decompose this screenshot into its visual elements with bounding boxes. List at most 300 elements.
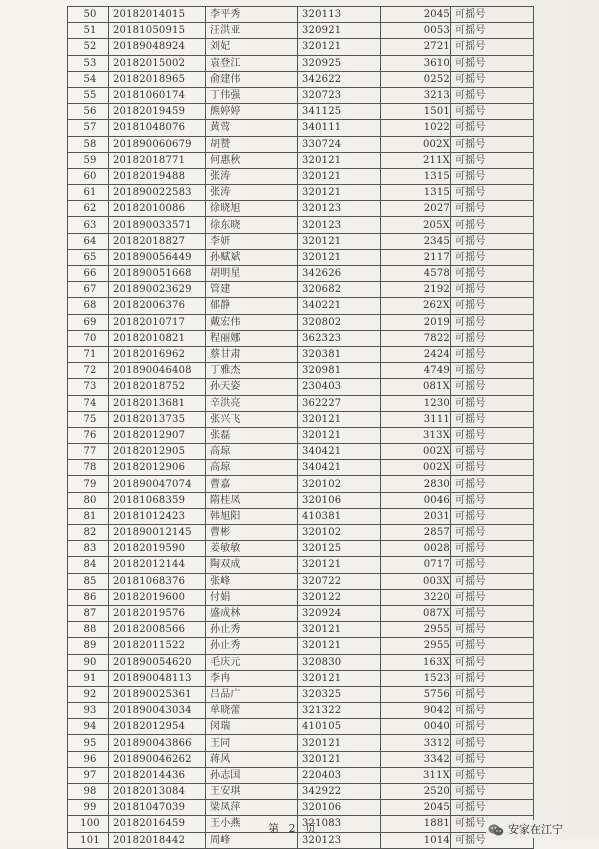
- status-cell: 可摇号: [451, 557, 534, 573]
- table-row: [68, 168, 534, 184]
- id-card-suffix: 2520: [381, 784, 451, 800]
- row-number: 63: [68, 217, 109, 233]
- applicant-name: 胡明星: [206, 266, 298, 282]
- status-cell: 可摇号: [451, 686, 534, 702]
- id-card-suffix: 1881: [381, 816, 451, 832]
- id-card-suffix: 313X: [381, 427, 451, 443]
- row-number: 53: [68, 55, 109, 71]
- row-number: 90: [68, 654, 109, 670]
- id-card-prefix: 342622: [298, 71, 381, 87]
- table-row: [68, 605, 534, 621]
- table-row: [68, 427, 534, 443]
- id-card-prefix: 340111: [298, 120, 381, 136]
- id-card-suffix: 4749: [381, 363, 451, 379]
- status-cell: 可摇号: [451, 266, 534, 282]
- status-cell: 可摇号: [451, 104, 534, 120]
- table-row: [68, 120, 534, 136]
- id-card-prefix: 320121: [298, 411, 381, 427]
- id-card-prefix: 341125: [298, 104, 381, 120]
- table-row: [68, 104, 534, 120]
- row-number: 92: [68, 686, 109, 702]
- applicant-name: 张涛: [206, 168, 298, 184]
- id-card-prefix: 320802: [298, 314, 381, 330]
- status-cell: 可摇号: [451, 654, 534, 670]
- application-number: 201890060679: [109, 136, 206, 152]
- row-number: 79: [68, 476, 109, 492]
- row-number: 81: [68, 508, 109, 524]
- applicant-name: 黄莺: [206, 120, 298, 136]
- applicant-name: 汪洪亚: [206, 23, 298, 39]
- table-row: [68, 800, 534, 816]
- table-row: [68, 266, 534, 282]
- applicant-name: 曹彬: [206, 525, 298, 541]
- application-number: 20182006376: [109, 298, 206, 314]
- applicant-name: 周峰: [206, 832, 298, 848]
- status-cell: 可摇号: [451, 427, 534, 443]
- id-card-prefix: 320924: [298, 605, 381, 621]
- table-row: [68, 379, 534, 395]
- id-card-prefix: 330724: [298, 136, 381, 152]
- row-number: 83: [68, 541, 109, 557]
- row-number: 68: [68, 298, 109, 314]
- id-card-prefix: 320121: [298, 427, 381, 443]
- id-card-prefix: 320106: [298, 800, 381, 816]
- applicant-name: 辛洪亮: [206, 395, 298, 411]
- id-card-suffix: 2721: [381, 39, 451, 55]
- application-number: 201890054620: [109, 654, 206, 670]
- row-number: 67: [68, 282, 109, 298]
- id-card-prefix: 220403: [298, 767, 381, 783]
- row-number: 75: [68, 411, 109, 427]
- id-card-prefix: 320121: [298, 670, 381, 686]
- application-number: 20182019459: [109, 104, 206, 120]
- table-row: [68, 152, 534, 168]
- id-card-prefix: 362323: [298, 330, 381, 346]
- row-number: 93: [68, 703, 109, 719]
- id-card-suffix: 2955: [381, 638, 451, 654]
- id-card-prefix: 342626: [298, 266, 381, 282]
- row-number: 98: [68, 784, 109, 800]
- applicant-name: 毛庆元: [206, 654, 298, 670]
- table-row: [68, 541, 534, 557]
- id-card-prefix: 320925: [298, 55, 381, 71]
- table-row: [68, 71, 534, 87]
- application-number: 20182019488: [109, 168, 206, 184]
- row-number: 72: [68, 363, 109, 379]
- id-card-prefix: 340421: [298, 444, 381, 460]
- status-cell: 可摇号: [451, 7, 534, 23]
- id-card-suffix: 1022: [381, 120, 451, 136]
- id-card-prefix: 320123: [298, 201, 381, 217]
- status-cell: 可摇号: [451, 492, 534, 508]
- table-row: [68, 39, 534, 55]
- table-row: [68, 735, 534, 751]
- application-number: 20181012423: [109, 508, 206, 524]
- application-number: 20181050915: [109, 23, 206, 39]
- id-card-suffix: 1501: [381, 104, 451, 120]
- applicant-name: 隋桂凤: [206, 492, 298, 508]
- table-row: [68, 55, 534, 71]
- id-card-prefix: 320121: [298, 557, 381, 573]
- id-card-prefix: 320723: [298, 87, 381, 103]
- id-card-suffix: 205X: [381, 217, 451, 233]
- status-cell: 可摇号: [451, 201, 534, 217]
- row-number: 52: [68, 39, 109, 55]
- lottery-eligibility-table: [67, 6, 534, 849]
- status-cell: 可摇号: [451, 719, 534, 735]
- applicant-name: 张磊: [206, 427, 298, 443]
- row-number: 50: [68, 7, 109, 23]
- application-number: 20182012954: [109, 719, 206, 735]
- application-number: 20182018965: [109, 71, 206, 87]
- table-row: [68, 476, 534, 492]
- row-number: 73: [68, 379, 109, 395]
- id-card-suffix: 2192: [381, 282, 451, 298]
- wechat-icon: [488, 822, 504, 836]
- application-number: 20182012144: [109, 557, 206, 573]
- id-card-suffix: 0252: [381, 71, 451, 87]
- id-card-prefix: 320121: [298, 249, 381, 265]
- applicant-name: 郁静: [206, 298, 298, 314]
- status-cell: 可摇号: [451, 363, 534, 379]
- status-cell: 可摇号: [451, 670, 534, 686]
- id-card-suffix: 2027: [381, 201, 451, 217]
- status-cell: 可摇号: [451, 136, 534, 152]
- applicant-name: 韩旭阳: [206, 508, 298, 524]
- table-row: [68, 395, 534, 411]
- watermark: [486, 820, 567, 838]
- table-row: [68, 460, 534, 476]
- status-cell: 可摇号: [451, 411, 534, 427]
- row-number: 86: [68, 589, 109, 605]
- applicant-name: 丁雅杰: [206, 363, 298, 379]
- page-number: 第 2 页: [268, 822, 319, 835]
- row-number: 87: [68, 605, 109, 621]
- id-card-prefix: 320121: [298, 152, 381, 168]
- application-number: 20182010821: [109, 330, 206, 346]
- status-cell: 可摇号: [451, 816, 534, 832]
- applicant-name: 陶双成: [206, 557, 298, 573]
- applicant-name: 戴宏伟: [206, 314, 298, 330]
- id-card-prefix: 320121: [298, 39, 381, 55]
- application-number: 20182019576: [109, 605, 206, 621]
- id-card-suffix: 003X: [381, 573, 451, 589]
- id-card-suffix: 3111: [381, 411, 451, 427]
- table-row: [68, 87, 534, 103]
- status-cell: 可摇号: [451, 735, 534, 751]
- id-card-prefix: 340221: [298, 298, 381, 314]
- id-card-prefix: 320102: [298, 476, 381, 492]
- applicant-name: 李平秀: [206, 7, 298, 23]
- row-number: 71: [68, 346, 109, 362]
- row-number: 84: [68, 557, 109, 573]
- application-number: 201890025361: [109, 686, 206, 702]
- id-card-suffix: 211X: [381, 152, 451, 168]
- row-number: 96: [68, 751, 109, 767]
- id-card-suffix: 2955: [381, 622, 451, 638]
- id-card-prefix: 340421: [298, 460, 381, 476]
- row-number: 54: [68, 71, 109, 87]
- application-number: 201890043034: [109, 703, 206, 719]
- status-cell: 可摇号: [451, 282, 534, 298]
- application-number: 20182008566: [109, 622, 206, 638]
- status-cell: 可摇号: [451, 152, 534, 168]
- id-card-suffix: 2019: [381, 314, 451, 330]
- table-row: [68, 444, 534, 460]
- id-card-suffix: 5756: [381, 686, 451, 702]
- id-card-prefix: 320121: [298, 751, 381, 767]
- status-cell: 可摇号: [451, 703, 534, 719]
- id-card-prefix: 320122: [298, 589, 381, 605]
- status-cell: 可摇号: [451, 233, 534, 249]
- application-number: 20182010717: [109, 314, 206, 330]
- application-number: 20181048076: [109, 120, 206, 136]
- application-number: 20181047039: [109, 800, 206, 816]
- id-card-suffix: 1523: [381, 670, 451, 686]
- row-number: 55: [68, 87, 109, 103]
- row-number: 88: [68, 622, 109, 638]
- status-cell: 可摇号: [451, 346, 534, 362]
- status-cell: 可摇号: [451, 379, 534, 395]
- applicant-name: 王同: [206, 735, 298, 751]
- id-card-suffix: 3220: [381, 589, 451, 605]
- applicant-name: 孙止秀: [206, 638, 298, 654]
- applicant-name: 蒋风: [206, 751, 298, 767]
- id-card-prefix: 320830: [298, 654, 381, 670]
- id-card-suffix: 1230: [381, 395, 451, 411]
- id-card-prefix: 321083: [298, 816, 381, 832]
- application-number: 20182014015: [109, 7, 206, 23]
- application-number: 20182018771: [109, 152, 206, 168]
- application-number: 20182018752: [109, 379, 206, 395]
- application-number: 20182011522: [109, 638, 206, 654]
- row-number: 77: [68, 444, 109, 460]
- table-row: [68, 589, 534, 605]
- table-row: [68, 508, 534, 524]
- table-row: [68, 185, 534, 201]
- application-number: 201890043866: [109, 735, 206, 751]
- application-number: 20182019600: [109, 589, 206, 605]
- id-card-suffix: 1014: [381, 832, 451, 848]
- application-number: 201890022583: [109, 185, 206, 201]
- table-row: [68, 7, 534, 23]
- table-row: [68, 411, 534, 427]
- table-row: [68, 282, 534, 298]
- application-number: 201890046262: [109, 751, 206, 767]
- watermark-text: 安家在江宁: [508, 823, 563, 836]
- table-row: [68, 298, 534, 314]
- id-card-suffix: 2857: [381, 525, 451, 541]
- row-number: 60: [68, 168, 109, 184]
- id-card-suffix: 2045: [381, 7, 451, 23]
- status-cell: 可摇号: [451, 395, 534, 411]
- applicant-name: 孙志国: [206, 767, 298, 783]
- applicant-name: 梁凤萍: [206, 800, 298, 816]
- id-card-prefix: 342922: [298, 784, 381, 800]
- row-number: 61: [68, 185, 109, 201]
- table-row: [68, 201, 534, 217]
- id-card-suffix: 2117: [381, 249, 451, 265]
- table-row: [68, 492, 534, 508]
- table-row: [68, 363, 534, 379]
- id-card-suffix: 002X: [381, 460, 451, 476]
- id-card-prefix: 320921: [298, 23, 381, 39]
- id-card-suffix: 3342: [381, 751, 451, 767]
- applicant-name: 蔡甘肃: [206, 346, 298, 362]
- application-number: 201890012145: [109, 525, 206, 541]
- table-row: [68, 670, 534, 686]
- id-card-prefix: 320106: [298, 492, 381, 508]
- application-number: 20182012906: [109, 460, 206, 476]
- id-card-suffix: 9042: [381, 703, 451, 719]
- status-cell: 可摇号: [451, 87, 534, 103]
- application-number: 20182015002: [109, 55, 206, 71]
- status-cell: 可摇号: [451, 784, 534, 800]
- id-card-suffix: 2045: [381, 800, 451, 816]
- table-row: [68, 573, 534, 589]
- id-card-suffix: 3610: [381, 55, 451, 71]
- id-card-suffix: 0028: [381, 541, 451, 557]
- applicant-name: 张峰: [206, 573, 298, 589]
- id-card-prefix: 320682: [298, 282, 381, 298]
- status-cell: 可摇号: [451, 55, 534, 71]
- id-card-prefix: 320121: [298, 185, 381, 201]
- id-card-prefix: 320102: [298, 525, 381, 541]
- application-number: 20181068359: [109, 492, 206, 508]
- id-card-suffix: 1315: [381, 168, 451, 184]
- application-number: 20182016459: [109, 816, 206, 832]
- id-card-prefix: 410381: [298, 508, 381, 524]
- status-cell: 可摇号: [451, 751, 534, 767]
- table-row: [68, 622, 534, 638]
- status-cell: 可摇号: [451, 120, 534, 136]
- applicant-name: 李妍: [206, 233, 298, 249]
- id-card-prefix: 362227: [298, 395, 381, 411]
- row-number: 62: [68, 201, 109, 217]
- applicant-name: 高琼: [206, 460, 298, 476]
- id-card-prefix: 320123: [298, 832, 381, 848]
- table-row: [68, 233, 534, 249]
- status-cell: 可摇号: [451, 330, 534, 346]
- table-row: [68, 638, 534, 654]
- table-row: [68, 784, 534, 800]
- id-card-prefix: 320121: [298, 735, 381, 751]
- status-cell: 可摇号: [451, 298, 534, 314]
- row-number: 89: [68, 638, 109, 654]
- application-number: 201890048113: [109, 670, 206, 686]
- id-card-prefix: 321322: [298, 703, 381, 719]
- row-number: 74: [68, 395, 109, 411]
- table-row: [68, 719, 534, 735]
- id-card-suffix: 2424: [381, 346, 451, 362]
- id-card-prefix: 320981: [298, 363, 381, 379]
- applicant-name: 盛成林: [206, 605, 298, 621]
- applicant-name: 程丽娜: [206, 330, 298, 346]
- application-number: 20182016962: [109, 346, 206, 362]
- table-row: [68, 557, 534, 573]
- id-card-prefix: 320325: [298, 686, 381, 702]
- applicant-name: 何惠秋: [206, 152, 298, 168]
- table-row: [68, 346, 534, 362]
- status-cell: 可摇号: [451, 573, 534, 589]
- applicant-name: 王小燕: [206, 816, 298, 832]
- applicant-name: 刘妃: [206, 39, 298, 55]
- row-number: 76: [68, 427, 109, 443]
- id-card-prefix: 320722: [298, 573, 381, 589]
- status-cell: 可摇号: [451, 185, 534, 201]
- status-cell: 可摇号: [451, 525, 534, 541]
- status-cell: 可摇号: [451, 460, 534, 476]
- status-cell: 可摇号: [451, 622, 534, 638]
- status-cell: 可摇号: [451, 767, 534, 783]
- table-row: [68, 654, 534, 670]
- table-row: [68, 217, 534, 233]
- id-card-suffix: 3312: [381, 735, 451, 751]
- id-card-prefix: 320121: [298, 638, 381, 654]
- status-cell: 可摇号: [451, 168, 534, 184]
- id-card-suffix: 002X: [381, 444, 451, 460]
- row-number: 78: [68, 460, 109, 476]
- id-card-prefix: 410105: [298, 719, 381, 735]
- applicant-name: 单晓蕾: [206, 703, 298, 719]
- id-card-prefix: 320125: [298, 541, 381, 557]
- id-card-suffix: 0046: [381, 492, 451, 508]
- status-cell: 可摇号: [451, 249, 534, 265]
- id-card-prefix: 320121: [298, 622, 381, 638]
- application-number: 201890056449: [109, 249, 206, 265]
- id-card-suffix: 002X: [381, 136, 451, 152]
- id-card-suffix: 2345: [381, 233, 451, 249]
- status-cell: 可摇号: [451, 541, 534, 557]
- status-cell: 可摇号: [451, 444, 534, 460]
- id-card-suffix: 311X: [381, 767, 451, 783]
- status-cell: 可摇号: [451, 800, 534, 816]
- applicant-name: 付娟: [206, 589, 298, 605]
- application-number: 201890047074: [109, 476, 206, 492]
- id-card-suffix: 081X: [381, 379, 451, 395]
- id-card-suffix: 2031: [381, 508, 451, 524]
- row-number: 59: [68, 152, 109, 168]
- id-card-prefix: 320123: [298, 217, 381, 233]
- status-cell: 可摇号: [451, 508, 534, 524]
- application-number: 20182012907: [109, 427, 206, 443]
- id-card-suffix: 2830: [381, 476, 451, 492]
- applicant-name: 徐晓旭: [206, 201, 298, 217]
- application-number: 20182018827: [109, 233, 206, 249]
- id-card-prefix: 320121: [298, 233, 381, 249]
- table-row: [68, 330, 534, 346]
- row-number: 101: [68, 832, 109, 848]
- table-row: [68, 314, 534, 330]
- row-number: 82: [68, 525, 109, 541]
- application-number: 20189048924: [109, 39, 206, 55]
- id-card-suffix: 087X: [381, 605, 451, 621]
- row-number: 69: [68, 314, 109, 330]
- status-cell: 可摇号: [451, 832, 534, 848]
- status-cell: 可摇号: [451, 476, 534, 492]
- table-row: [68, 525, 534, 541]
- table-row: [68, 686, 534, 702]
- application-number: 201890023629: [109, 282, 206, 298]
- row-number: 94: [68, 719, 109, 735]
- application-number: 201890046408: [109, 363, 206, 379]
- id-card-suffix: 1315: [381, 185, 451, 201]
- table-row: [68, 249, 534, 265]
- application-number: 20182019590: [109, 541, 206, 557]
- id-card-suffix: 0717: [381, 557, 451, 573]
- application-number: 20182018442: [109, 832, 206, 848]
- applicant-name: 管建: [206, 282, 298, 298]
